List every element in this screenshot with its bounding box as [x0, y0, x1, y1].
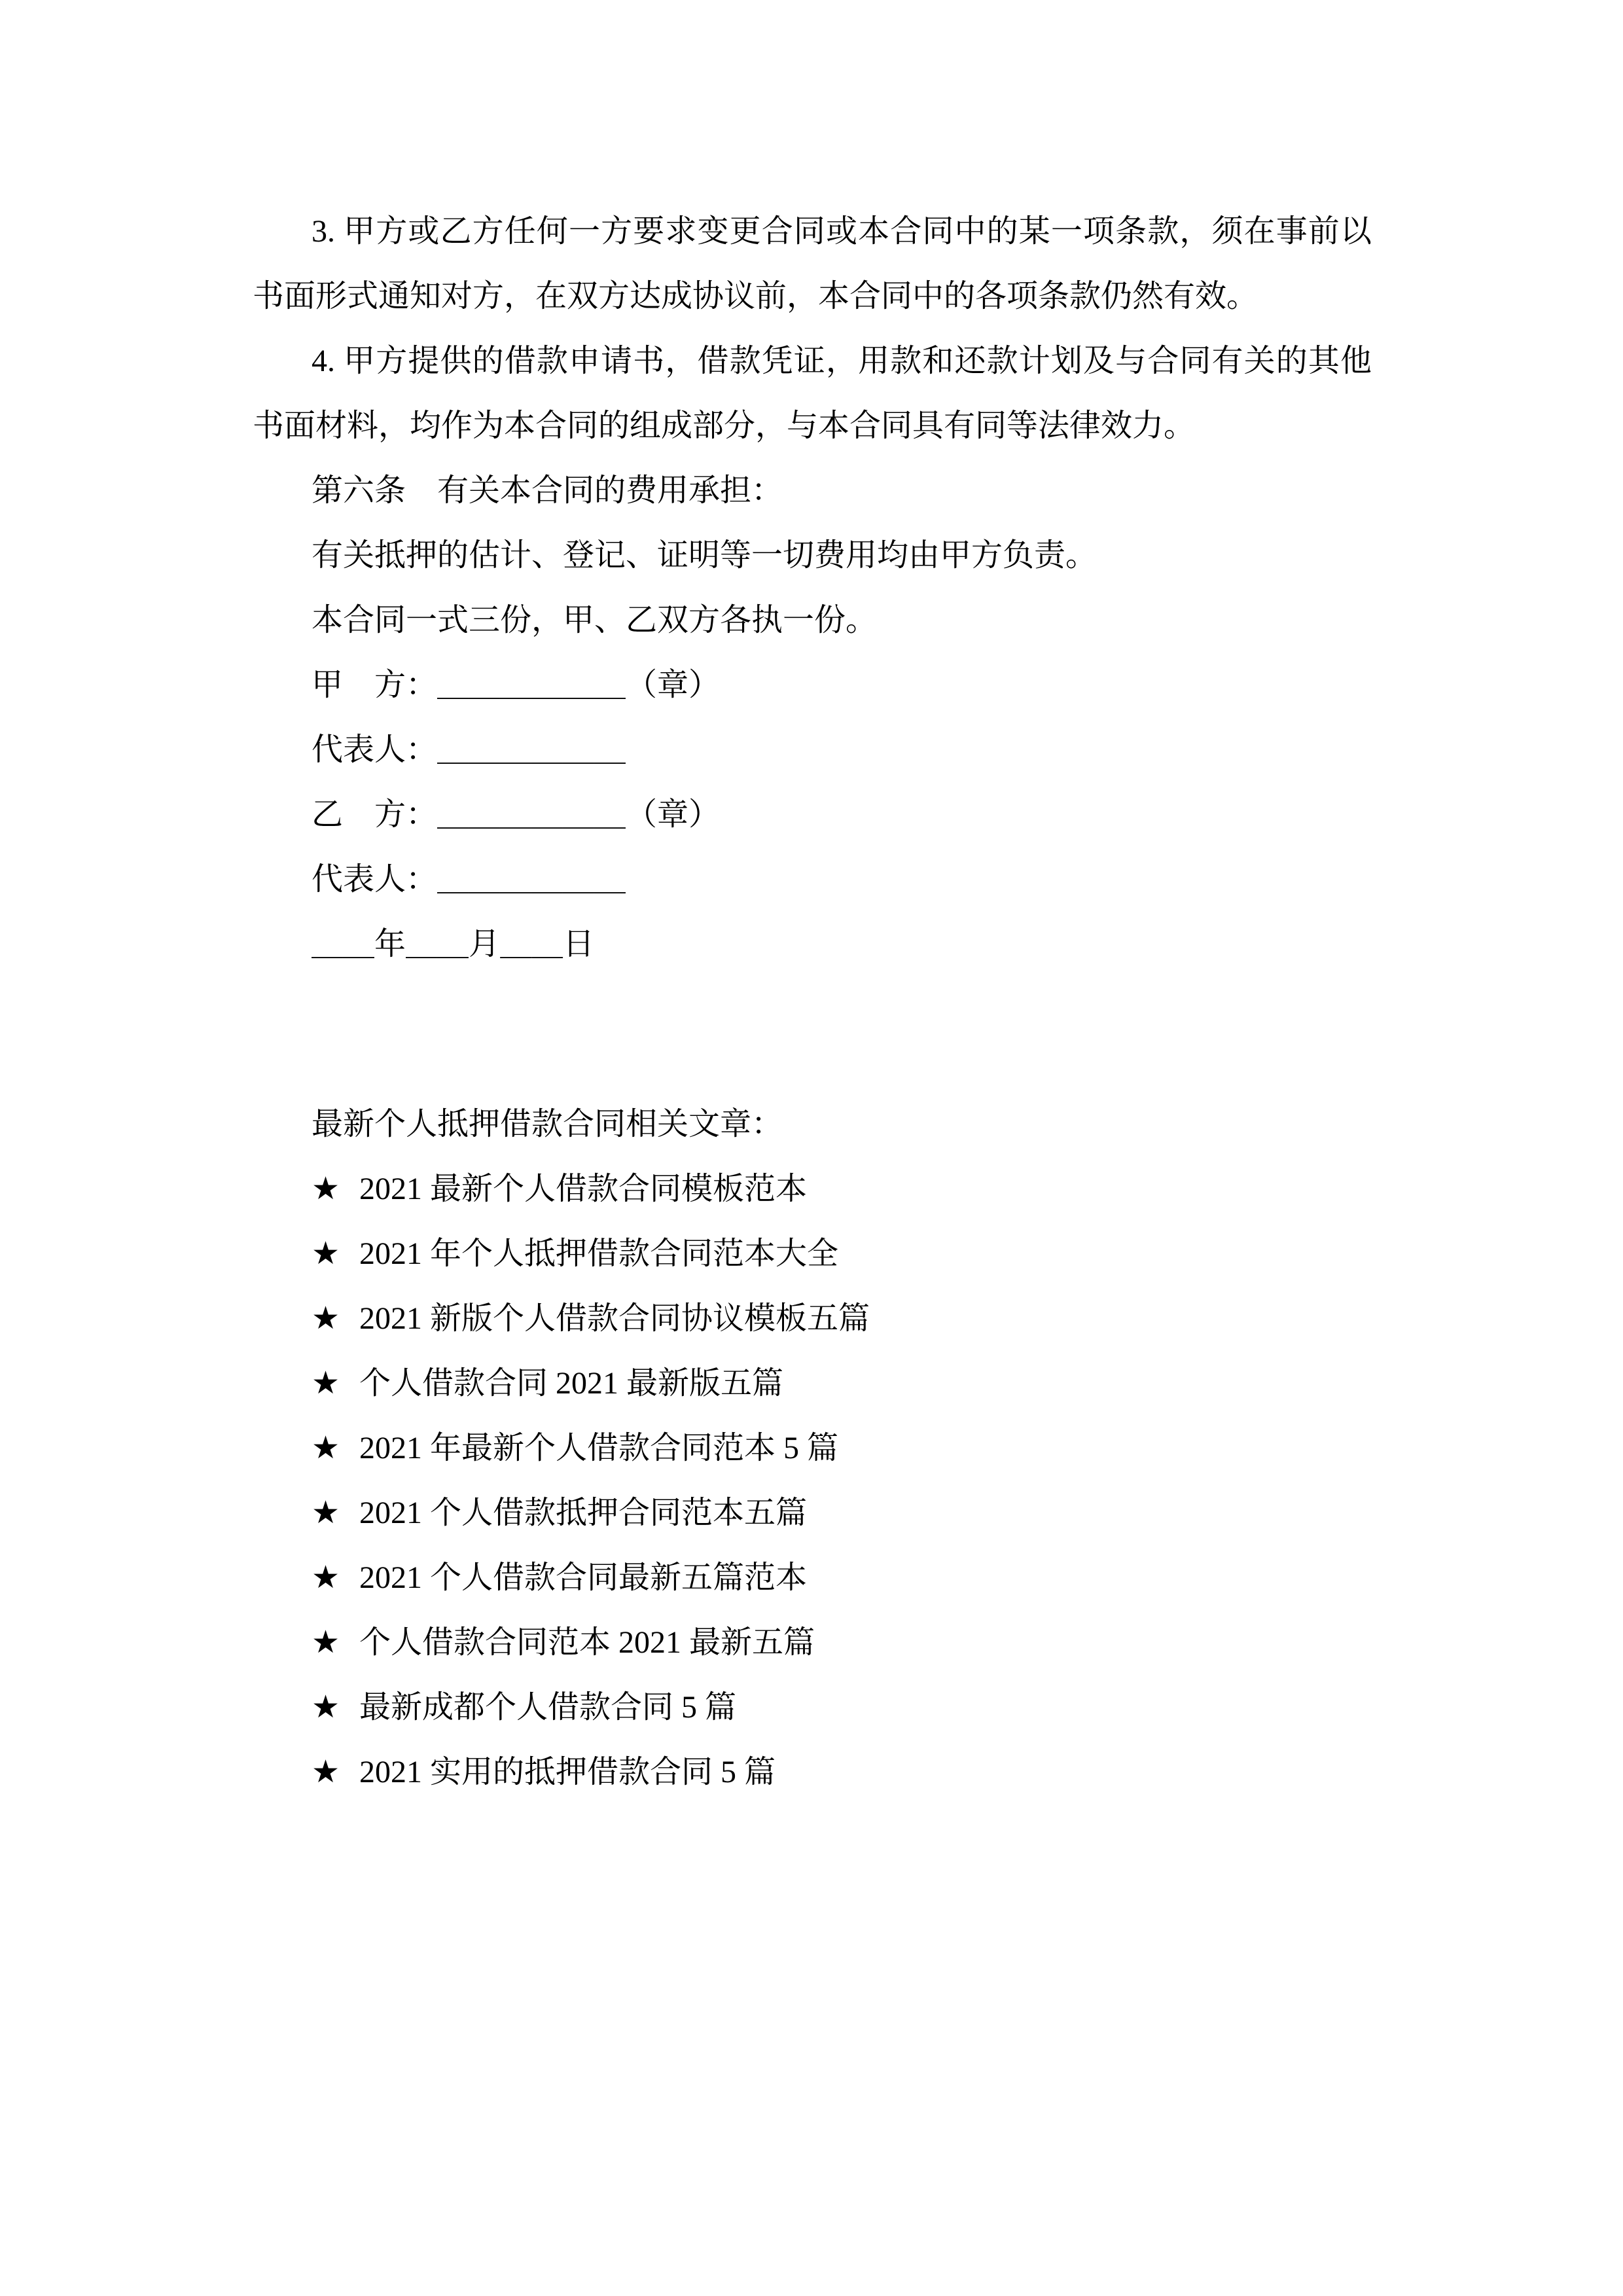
related-article-item	[253, 1675, 1372, 1740]
star-icon: ★	[312, 1366, 340, 1401]
related-article-title: 2021 实用的抵押借款合同 5 篇	[359, 1755, 776, 1789]
related-article-title: 2021 个人借款合同最新五篇范本	[359, 1560, 808, 1595]
clause-paragraph-4: 4. 甲方提供的借款申请书，借款凭证，用款和还款计划及与合同有关的其他书面材料，均作为本合同的组成部分，与本合同具有同等法律效力。	[253, 344, 1372, 443]
related-article-title: 2021 新版个人借款合同协议模板五篇	[359, 1301, 870, 1336]
signature-line-party-a	[253, 653, 1372, 717]
party-a-seal-label: （章）	[626, 668, 721, 702]
representative-a-name-blank: ＿＿＿＿＿＿	[437, 732, 626, 767]
clause-paragraph-3: 3. 甲方或乙方任何一方要求变更合同或本合同中的某一项条款，须在事前以书面形式通知对方，在双方达成协议前，本合同中的各项条款仍然有效。	[253, 214, 1372, 314]
related-article-item	[253, 1610, 1372, 1675]
star-icon: ★	[312, 1690, 340, 1725]
related-article-item	[253, 1740, 1372, 1804]
related-article-item	[253, 1545, 1372, 1610]
star-icon: ★	[312, 1625, 340, 1660]
date-day-label: 日	[563, 927, 595, 961]
related-article-title: 个人借款合同范本 2021 最新五篇	[359, 1625, 815, 1660]
related-article-title: 最新成都个人借款合同 5 篇	[359, 1690, 737, 1725]
star-icon: ★	[312, 1755, 340, 1789]
related-article-item	[253, 1221, 1372, 1286]
related-article-title: 2021 年个人抵押借款合同范本大全	[359, 1236, 839, 1271]
party-a-label: 甲 方：	[312, 668, 438, 702]
star-icon: ★	[312, 1236, 340, 1271]
date-month-label: 月	[469, 927, 501, 961]
signature-line-party-b	[253, 782, 1372, 847]
representative-b-name-blank: ＿＿＿＿＿＿	[437, 862, 626, 897]
party-b-seal-label: （章）	[626, 797, 721, 832]
related-articles-heading: 最新个人抵押借款合同相关文章：	[312, 1107, 783, 1141]
related-article-item	[253, 1416, 1372, 1480]
related-article-item	[253, 1286, 1372, 1351]
related-article-title: 个人借款合同 2021 最新版五篇	[359, 1366, 784, 1401]
clause-heading-article-6: 第六条 有关本合同的费用承担：	[312, 473, 783, 508]
party-b-label: 乙 方：	[312, 797, 438, 832]
representative-line-b	[253, 847, 1372, 912]
date-day-blank: ＿＿	[500, 927, 563, 961]
related-article-item	[253, 1351, 1372, 1416]
related-article-title: 2021 个人借款抵押合同范本五篇	[359, 1496, 808, 1530]
related-article-title: 2021 年最新个人借款合同范本 5 篇	[359, 1431, 839, 1465]
date-month-blank: ＿＿	[406, 927, 469, 961]
clause-fee-responsibility: 有关抵押的估计、登记、证明等一切费用均由甲方负责。	[312, 538, 1097, 573]
representative-line-a	[253, 717, 1372, 782]
date-year-label: 年	[374, 927, 406, 961]
star-icon: ★	[312, 1496, 340, 1530]
star-icon: ★	[312, 1172, 340, 1206]
related-article-item	[253, 1480, 1372, 1545]
date-line	[253, 912, 1372, 977]
party-b-name-blank: ＿＿＿＿＿＿	[437, 797, 626, 832]
date-year-blank: ＿＿	[312, 927, 375, 961]
related-article-item	[253, 1157, 1372, 1221]
related-article-title: 2021 最新个人借款合同模板范本	[359, 1172, 808, 1206]
representative-b-label: 代表人：	[312, 862, 438, 897]
contract-document-page	[253, 199, 1372, 1804]
party-a-name-blank: ＿＿＿＿＿＿	[437, 668, 626, 702]
star-icon: ★	[312, 1560, 340, 1595]
star-icon: ★	[312, 1431, 340, 1465]
star-icon: ★	[312, 1301, 340, 1336]
representative-a-label: 代表人：	[312, 732, 438, 767]
clause-copies: 本合同一式三份，甲、乙双方各执一份。	[312, 603, 878, 637]
